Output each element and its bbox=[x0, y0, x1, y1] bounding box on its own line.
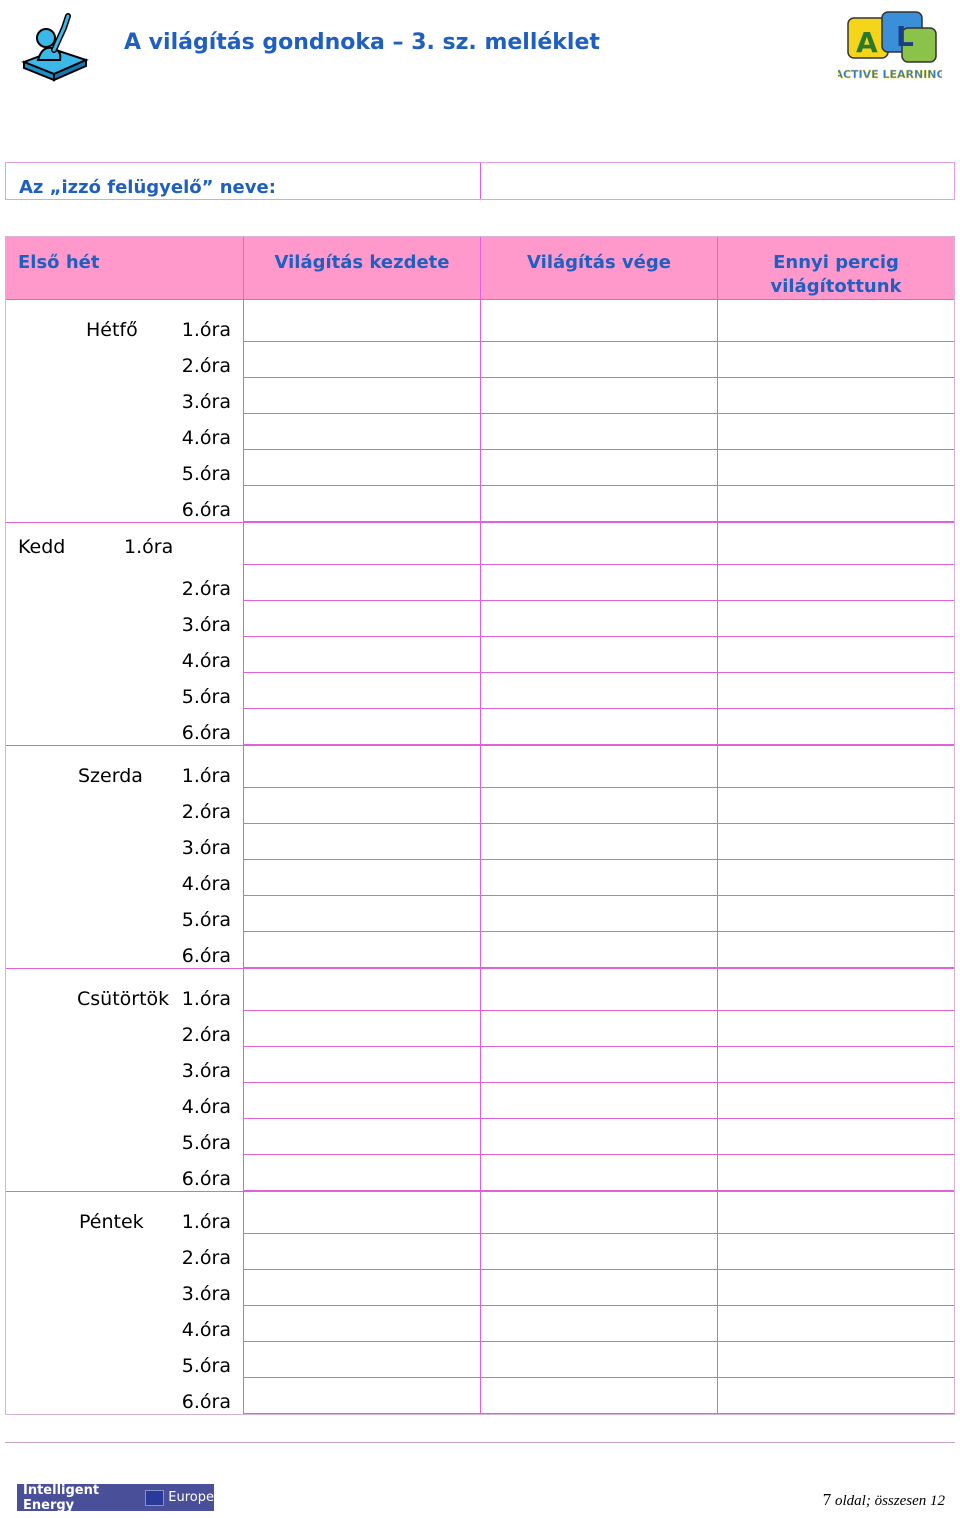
start-time-cell[interactable] bbox=[244, 1155, 481, 1191]
day-hour-cell bbox=[6, 1047, 244, 1083]
end-time-cell[interactable] bbox=[481, 414, 718, 450]
table-row bbox=[6, 523, 954, 565]
hour-label: 1.óra bbox=[181, 1211, 231, 1233]
supervisor-name-row bbox=[5, 162, 955, 200]
day-name: Csütörtök bbox=[77, 988, 170, 1010]
start-time-cell[interactable] bbox=[244, 1192, 481, 1234]
end-time-cell[interactable] bbox=[481, 709, 718, 745]
minutes-cell[interactable] bbox=[718, 486, 954, 522]
minutes-cell[interactable] bbox=[718, 1192, 954, 1234]
end-time-cell[interactable] bbox=[481, 1192, 718, 1234]
hour-label: 2.óra bbox=[181, 1024, 231, 1046]
day-hour-cell bbox=[6, 1306, 244, 1342]
end-time-cell[interactable] bbox=[481, 1119, 718, 1155]
minutes-cell[interactable] bbox=[718, 824, 954, 860]
minutes-cell[interactable] bbox=[718, 523, 954, 565]
minutes-cell[interactable] bbox=[718, 860, 954, 896]
minutes-cell[interactable] bbox=[718, 788, 954, 824]
day-hour-cell bbox=[6, 523, 244, 565]
day-hour-cell bbox=[6, 414, 244, 450]
minutes-cell[interactable] bbox=[718, 932, 954, 968]
minutes-cell[interactable] bbox=[718, 601, 954, 637]
end-time-cell[interactable] bbox=[481, 450, 718, 486]
header-minutes-lit: Ennyi percig világítottunk bbox=[770, 252, 902, 297]
footer-divider bbox=[5, 1442, 955, 1443]
table-row bbox=[6, 1306, 954, 1342]
table-row bbox=[6, 860, 954, 896]
minutes-cell[interactable] bbox=[718, 1306, 954, 1342]
minutes-cell[interactable] bbox=[718, 342, 954, 378]
end-time-cell[interactable] bbox=[481, 342, 718, 378]
hour-label: 4.óra bbox=[181, 427, 231, 449]
day-hour-cell bbox=[6, 637, 244, 673]
start-time-cell[interactable] bbox=[244, 896, 481, 932]
svg-text:ACTIVE LEARNING: ACTIVE LEARNING bbox=[838, 68, 942, 81]
end-time-cell[interactable] bbox=[481, 969, 718, 1011]
table-row bbox=[6, 746, 954, 788]
start-time-cell[interactable] bbox=[244, 932, 481, 968]
day-hour-cell bbox=[6, 565, 244, 601]
end-time-cell[interactable] bbox=[481, 378, 718, 414]
minutes-cell[interactable] bbox=[718, 1047, 954, 1083]
hour-label: 2.óra bbox=[181, 1247, 231, 1269]
hour-label: 5.óra bbox=[181, 909, 231, 931]
header-week: Első hét bbox=[6, 237, 244, 299]
day-hour-cell bbox=[6, 1270, 244, 1306]
minutes-cell[interactable] bbox=[718, 1234, 954, 1270]
table-row bbox=[6, 1378, 954, 1414]
day-hour-cell bbox=[6, 1119, 244, 1155]
end-time-cell[interactable] bbox=[481, 1306, 718, 1342]
hour-label: 1.óra bbox=[124, 536, 174, 558]
end-time-cell[interactable] bbox=[481, 1342, 718, 1378]
lighting-log-table bbox=[5, 236, 955, 1415]
end-time-cell[interactable] bbox=[481, 486, 718, 522]
minutes-cell[interactable] bbox=[718, 1342, 954, 1378]
start-time-cell[interactable] bbox=[244, 486, 481, 522]
supervisor-name-field[interactable] bbox=[481, 163, 954, 199]
start-time-cell[interactable] bbox=[244, 1234, 481, 1270]
table-row bbox=[6, 378, 954, 414]
minutes-cell[interactable] bbox=[718, 1155, 954, 1191]
hour-label: 3.óra bbox=[181, 837, 231, 859]
day-name: Hétfő bbox=[86, 319, 138, 341]
day-hour-cell bbox=[6, 1234, 244, 1270]
table-row bbox=[6, 637, 954, 673]
minutes-cell[interactable] bbox=[718, 746, 954, 788]
start-time-cell[interactable] bbox=[244, 450, 481, 486]
day-name: Kedd bbox=[18, 536, 66, 558]
table-row bbox=[6, 932, 954, 968]
table-row bbox=[6, 1234, 954, 1270]
end-time-cell[interactable] bbox=[481, 1378, 718, 1414]
end-time-cell[interactable] bbox=[481, 788, 718, 824]
hour-label: 5.óra bbox=[181, 1355, 231, 1377]
hour-label: 1.óra bbox=[181, 765, 231, 787]
table-header-row bbox=[6, 237, 954, 300]
start-time-cell[interactable] bbox=[244, 1306, 481, 1342]
start-time-cell[interactable] bbox=[244, 673, 481, 709]
minutes-cell[interactable] bbox=[718, 378, 954, 414]
minutes-cell[interactable] bbox=[718, 1378, 954, 1414]
start-time-cell[interactable] bbox=[244, 601, 481, 637]
end-time-cell[interactable] bbox=[481, 1234, 718, 1270]
minutes-cell[interactable] bbox=[718, 414, 954, 450]
hour-label: 3.óra bbox=[181, 614, 231, 636]
minutes-cell[interactable] bbox=[718, 709, 954, 745]
start-time-cell[interactable] bbox=[244, 523, 481, 565]
table-row bbox=[6, 788, 954, 824]
hour-label: 3.óra bbox=[181, 1060, 231, 1082]
hour-label: 3.óra bbox=[181, 1283, 231, 1305]
header-lighting-start: Világítás kezdete bbox=[244, 237, 481, 299]
table-row bbox=[6, 896, 954, 932]
end-time-cell[interactable] bbox=[481, 1270, 718, 1306]
start-time-cell[interactable] bbox=[244, 709, 481, 745]
hour-label: 4.óra bbox=[181, 1096, 231, 1118]
day-hour-cell bbox=[6, 486, 244, 522]
table-row bbox=[6, 709, 954, 745]
table-row bbox=[6, 1083, 954, 1119]
hour-label: 2.óra bbox=[181, 578, 231, 600]
start-time-cell[interactable] bbox=[244, 414, 481, 450]
end-time-cell[interactable] bbox=[481, 746, 718, 788]
hour-label: 4.óra bbox=[181, 650, 231, 672]
day-hour-cell bbox=[6, 1342, 244, 1378]
day-hour-cell bbox=[6, 896, 244, 932]
hour-label: 3.óra bbox=[181, 391, 231, 413]
end-time-cell[interactable] bbox=[481, 523, 718, 565]
minutes-cell[interactable] bbox=[718, 673, 954, 709]
hour-label: 4.óra bbox=[181, 873, 231, 895]
start-time-cell[interactable] bbox=[244, 824, 481, 860]
intelligent-energy-europe-logo: Intelligent Energy Europe bbox=[17, 1484, 214, 1511]
table-row bbox=[6, 300, 954, 342]
table-row bbox=[6, 1342, 954, 1378]
table-row bbox=[6, 486, 954, 522]
hour-label: 5.óra bbox=[181, 463, 231, 485]
table-row bbox=[6, 1119, 954, 1155]
minutes-cell[interactable] bbox=[718, 969, 954, 1011]
table-row bbox=[6, 342, 954, 378]
day-block bbox=[6, 300, 954, 523]
table-row bbox=[6, 824, 954, 860]
minutes-cell[interactable] bbox=[718, 637, 954, 673]
start-time-cell[interactable] bbox=[244, 637, 481, 673]
day-hour-cell bbox=[6, 378, 244, 414]
start-time-cell[interactable] bbox=[244, 1119, 481, 1155]
hour-label: 6.óra bbox=[181, 945, 231, 967]
hour-label: 5.óra bbox=[181, 1132, 231, 1154]
day-block bbox=[6, 1192, 954, 1414]
start-time-cell[interactable] bbox=[244, 1011, 481, 1047]
day-name: Péntek bbox=[79, 1211, 144, 1233]
day-hour-cell bbox=[6, 342, 244, 378]
day-hour-cell bbox=[6, 969, 244, 1011]
eu-flag-icon bbox=[145, 1490, 165, 1506]
end-time-cell[interactable] bbox=[481, 300, 718, 342]
day-hour-cell bbox=[6, 1378, 244, 1414]
start-time-cell[interactable] bbox=[244, 746, 481, 788]
minutes-cell[interactable] bbox=[718, 1083, 954, 1119]
page-title: A világítás gondnoka – 3. sz. melléklet bbox=[124, 30, 600, 55]
svg-text:L: L bbox=[896, 20, 914, 53]
hour-label: 6.óra bbox=[181, 499, 231, 521]
end-time-cell[interactable] bbox=[481, 565, 718, 601]
start-time-cell[interactable] bbox=[244, 860, 481, 896]
start-time-cell[interactable] bbox=[244, 378, 481, 414]
minutes-cell[interactable] bbox=[718, 565, 954, 601]
end-time-cell[interactable] bbox=[481, 1047, 718, 1083]
hour-label: 2.óra bbox=[181, 801, 231, 823]
table-row bbox=[6, 1192, 954, 1234]
start-time-cell[interactable] bbox=[244, 1378, 481, 1414]
end-time-cell[interactable] bbox=[481, 1083, 718, 1119]
day-hour-cell bbox=[6, 1155, 244, 1191]
day-hour-cell bbox=[6, 932, 244, 968]
end-time-cell[interactable] bbox=[481, 860, 718, 896]
hour-label: 6.óra bbox=[181, 1391, 231, 1413]
table-row bbox=[6, 601, 954, 637]
student-raising-hand-icon bbox=[20, 10, 90, 82]
start-time-cell[interactable] bbox=[244, 969, 481, 1011]
hour-label: 5.óra bbox=[181, 686, 231, 708]
hour-label: 6.óra bbox=[181, 722, 231, 744]
header-lighting-end: Világítás vége bbox=[481, 237, 718, 299]
day-block bbox=[6, 523, 954, 746]
hour-label: 1.óra bbox=[181, 319, 231, 341]
table-row bbox=[6, 673, 954, 709]
start-time-cell[interactable] bbox=[244, 565, 481, 601]
end-time-cell[interactable] bbox=[481, 1011, 718, 1047]
start-time-cell[interactable] bbox=[244, 1342, 481, 1378]
day-hour-cell bbox=[6, 709, 244, 745]
day-hour-cell bbox=[6, 450, 244, 486]
minutes-cell[interactable] bbox=[718, 1011, 954, 1047]
table-row bbox=[6, 1011, 954, 1047]
day-hour-cell bbox=[6, 601, 244, 637]
end-time-cell[interactable] bbox=[481, 673, 718, 709]
table-row bbox=[6, 414, 954, 450]
start-time-cell[interactable] bbox=[244, 1047, 481, 1083]
start-time-cell[interactable] bbox=[244, 1083, 481, 1119]
start-time-cell[interactable] bbox=[244, 342, 481, 378]
minutes-cell[interactable] bbox=[718, 1270, 954, 1306]
minutes-cell[interactable] bbox=[718, 450, 954, 486]
end-time-cell[interactable] bbox=[481, 932, 718, 968]
day-hour-cell bbox=[6, 1011, 244, 1047]
day-hour-cell bbox=[6, 300, 244, 342]
end-time-cell[interactable] bbox=[481, 637, 718, 673]
page-counter: 7 oldal; összesen 12 bbox=[822, 1490, 945, 1509]
table-row bbox=[6, 1155, 954, 1191]
end-time-cell[interactable] bbox=[481, 824, 718, 860]
day-hour-cell bbox=[6, 1083, 244, 1119]
hour-label: 4.óra bbox=[181, 1319, 231, 1341]
end-time-cell[interactable] bbox=[481, 601, 718, 637]
day-hour-cell bbox=[6, 788, 244, 824]
day-block bbox=[6, 969, 954, 1192]
day-hour-cell bbox=[6, 824, 244, 860]
supervisor-name-label: Az „izzó felügyelő” neve: bbox=[6, 163, 481, 199]
day-name: Szerda bbox=[78, 765, 143, 787]
hour-label: 1.óra bbox=[181, 988, 231, 1010]
minutes-cell[interactable] bbox=[718, 1119, 954, 1155]
day-hour-cell bbox=[6, 746, 244, 788]
table-row bbox=[6, 565, 954, 601]
start-time-cell[interactable] bbox=[244, 300, 481, 342]
minutes-cell[interactable] bbox=[718, 896, 954, 932]
start-time-cell[interactable] bbox=[244, 1270, 481, 1306]
table-row bbox=[6, 969, 954, 1011]
table-row bbox=[6, 450, 954, 486]
active-learning-logo bbox=[838, 8, 942, 84]
table-row bbox=[6, 1270, 954, 1306]
day-hour-cell bbox=[6, 860, 244, 896]
hour-label: 6.óra bbox=[181, 1168, 231, 1190]
start-time-cell[interactable] bbox=[244, 788, 481, 824]
end-time-cell[interactable] bbox=[481, 1155, 718, 1191]
day-hour-cell bbox=[6, 673, 244, 709]
day-hour-cell bbox=[6, 1192, 244, 1234]
svg-text:A: A bbox=[856, 26, 878, 59]
table-row bbox=[6, 1047, 954, 1083]
minutes-cell[interactable] bbox=[718, 300, 954, 342]
hour-label: 2.óra bbox=[181, 355, 231, 377]
end-time-cell[interactable] bbox=[481, 896, 718, 932]
day-block bbox=[6, 746, 954, 969]
